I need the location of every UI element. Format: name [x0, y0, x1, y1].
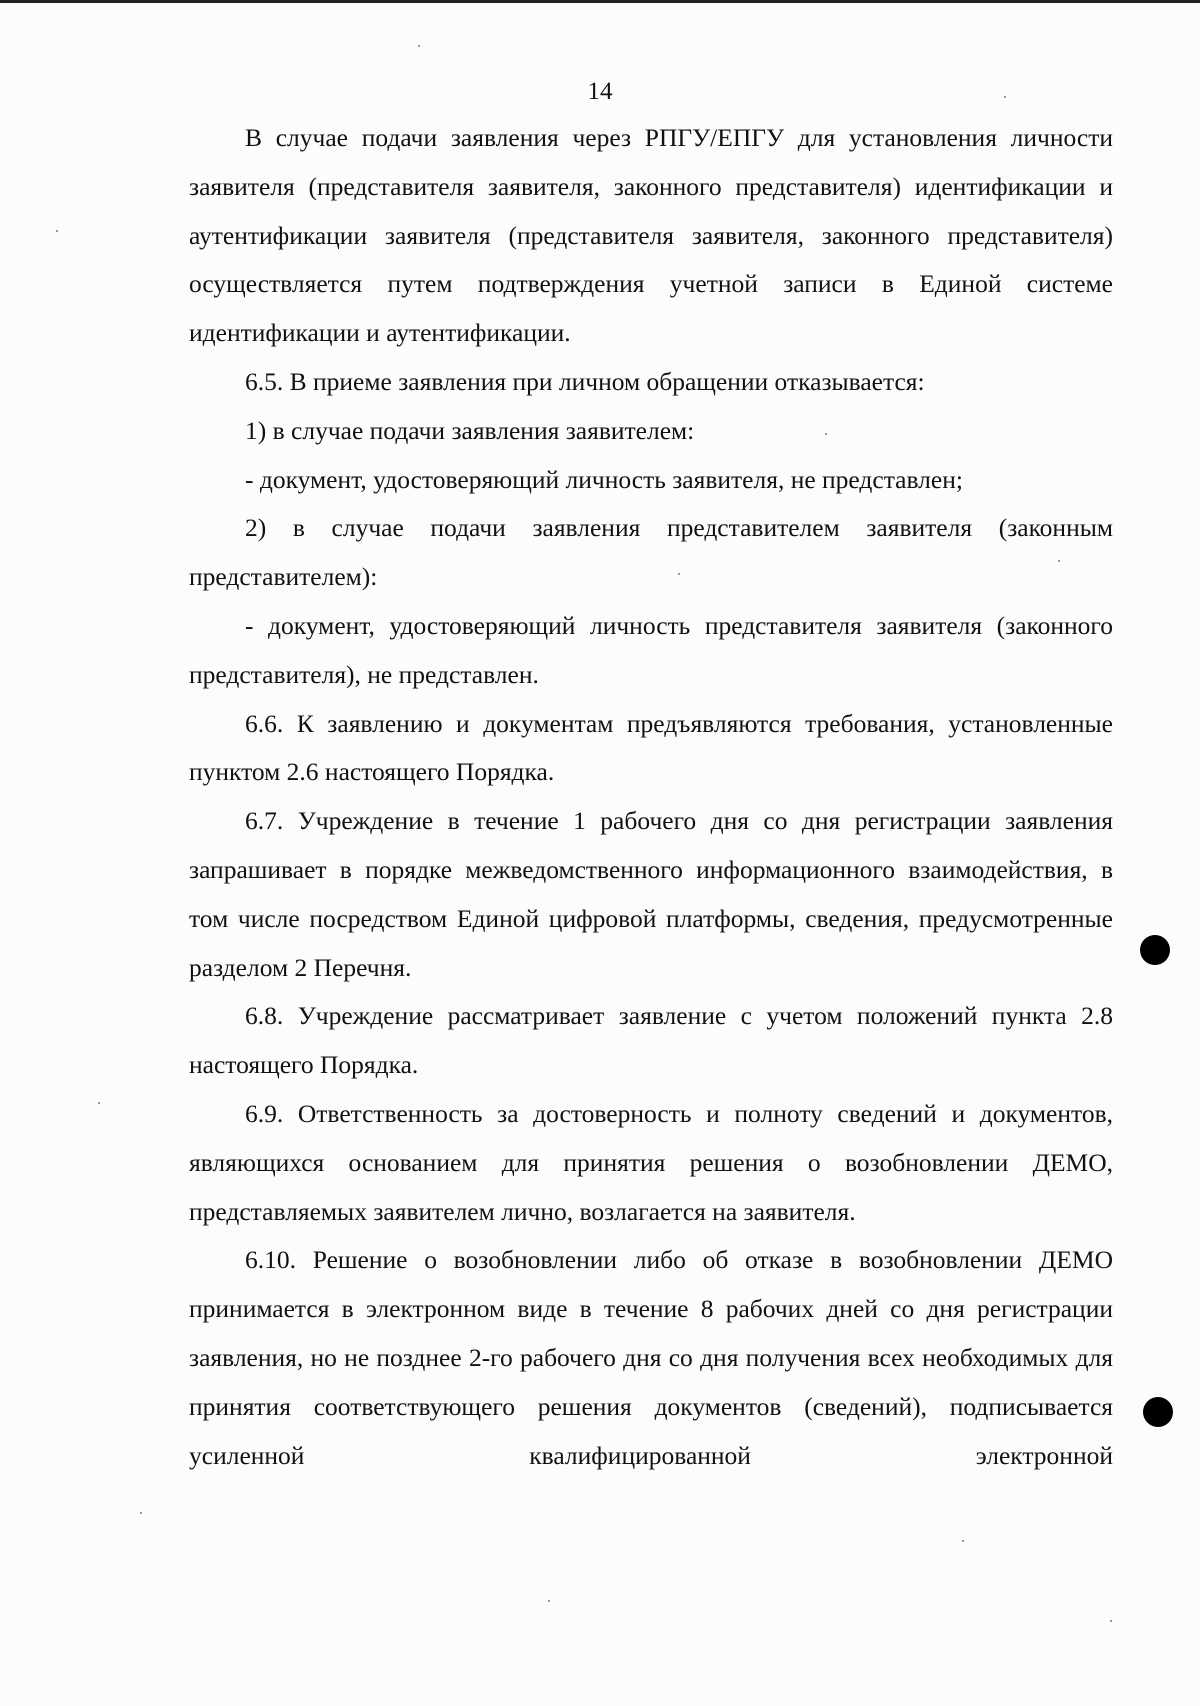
paragraph-6-5-item-1: 1) в случае подачи заявления заявителем:	[245, 415, 695, 445]
scan-speck	[56, 230, 58, 232]
scan-top-edge	[0, 0, 1200, 3]
paragraph-6-5-item-1-dash: - документ, удостоверяющий личность заявителя, не представлен;	[245, 464, 963, 494]
scan-speck	[678, 573, 680, 575]
scan-speck	[1004, 96, 1006, 98]
scan-speck	[962, 1540, 964, 1542]
punch-hole-mark	[1143, 1397, 1173, 1427]
paragraph-6-5: 6.5. В приеме заявления при личном обращении отказывается:	[245, 366, 925, 396]
paragraph-6-6: 6.6. К заявлению и документам предъявляются требования, установленные пунктом 2.6 настоящего Порядка.	[189, 708, 1113, 787]
scan-speck	[418, 45, 420, 47]
paragraph-6-5-item-2-dash: - документ, удостоверяющий личность представителя заявителя (законного представителя), не представлен.	[189, 610, 1113, 689]
paragraph-6-10: 6.10. Решение о возобновлении либо об отказе в возобновлении ДЕМО принимается в электронном виде в течение 8 рабочих дней со дня регистрации заявления, но не позднее 2-го рабочего дня со дня получения всех необходимых для принятия соответствующего решения документов (сведений), подписывается усиленной квалифицированной электронной	[189, 1245, 1113, 1470]
scan-speck	[825, 433, 827, 435]
paragraph-6-9: 6.9. Ответственность за достоверность и полноту сведений и документов, являющихся основанием для принятия решения о возобновлении ДЕМО, представляемых заявителем лично, возлагается на заявителя.	[189, 1098, 1113, 1226]
scan-speck	[1058, 560, 1060, 562]
scan-speck	[548, 1600, 550, 1602]
punch-hole-mark	[1140, 935, 1170, 965]
paragraph-6-8: 6.8. Учреждение рассматривает заявление с учетом положений пункта 2.8 настоящего Порядка.	[189, 1001, 1113, 1080]
scan-speck	[98, 1102, 100, 1104]
page-number: 14	[587, 78, 613, 105]
scan-speck	[1110, 1620, 1112, 1622]
scan-speck	[140, 1512, 142, 1514]
paragraph-6-5-item-2: 2) в случае подачи заявления представителем заявителя (законным представителем):	[189, 513, 1113, 592]
paragraph-6-7: 6.7. Учреждение в течение 1 рабочего дня со дня регистрации заявления запрашивает в порядке межведомственного информационного взаимодействия, в том числе посредством Единой цифровой платформы, сведения, предусмотренные разделом 2 Перечня.	[189, 806, 1113, 982]
document-body	[189, 114, 1113, 1480]
paragraph-identification: В случае подачи заявления через РПГУ/ЕПГУ для установления личности заявителя (представителя заявителя, законного представителя) идентификации и аутентификации заявителя (представителя заявителя, законного представителя) осуществляется путем подтверждения учетной записи в Единой системе идентификации и аутентификации.	[189, 123, 1113, 348]
